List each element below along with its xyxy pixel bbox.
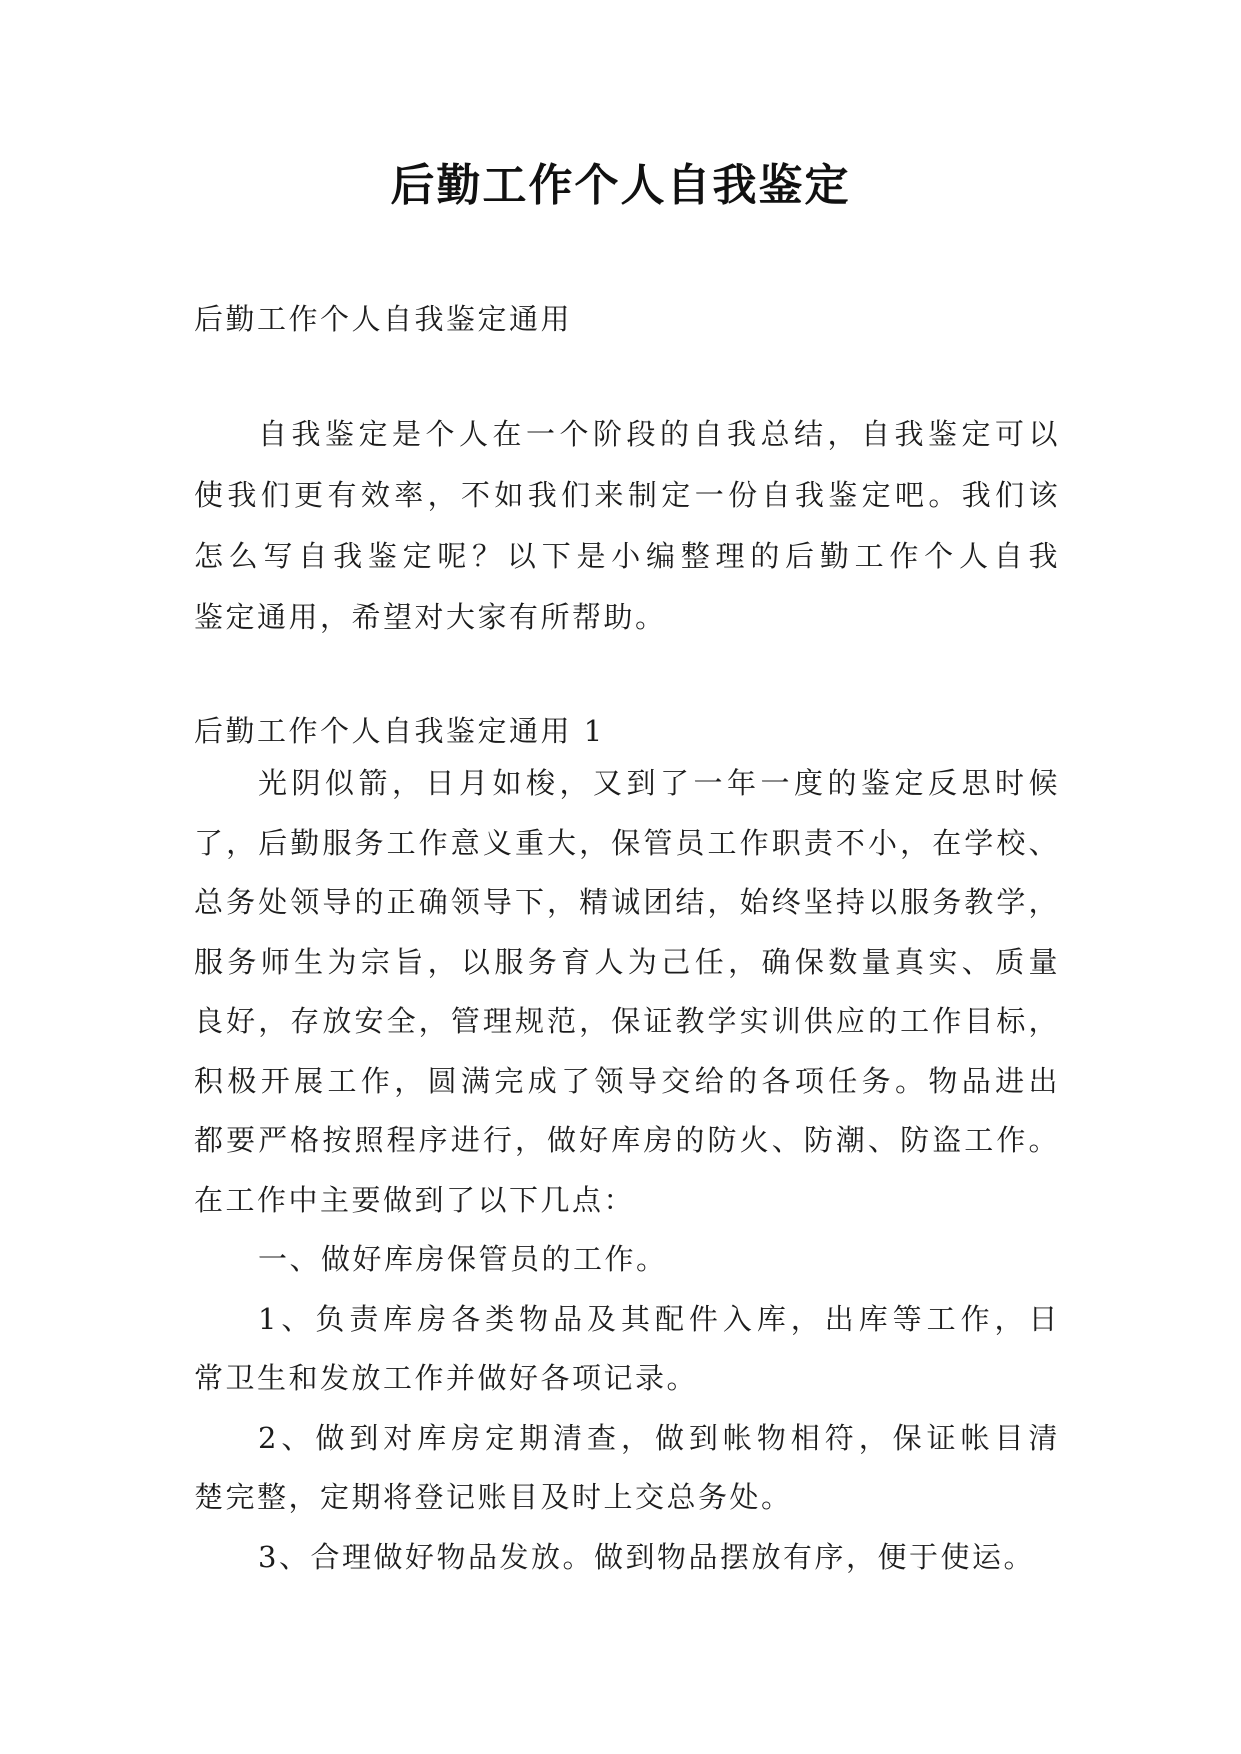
section-body bbox=[194, 754, 1060, 1587]
section-heading: 后勤工作个人自我鉴定通用 1 bbox=[194, 714, 605, 748]
paragraph-line: 2、做到对库房定期清查，做到帐物相符，保证帐目清 bbox=[258, 1420, 1060, 1455]
paragraph-line: 使我们更有效率，不如我们来制定一份自我鉴定吧。我们该 bbox=[194, 478, 1060, 512]
paragraph-line: 光阴似箭，日月如梭，又到了一年一度的鉴定反思时候 bbox=[258, 766, 1060, 800]
paragraph-line: 了，后勤服务工作意义重大，保管员工作职责不小，在学校、 bbox=[194, 825, 1060, 860]
paragraph-line: 在工作中主要做到了以下几点： bbox=[194, 1182, 636, 1217]
list-item bbox=[194, 1290, 1060, 1409]
paragraph-line: 自我鉴定是个人在一个阶段的自我总结，自我鉴定可以 bbox=[258, 417, 1060, 451]
paragraph-line: 鉴定通用，希望对大家有所帮助。 bbox=[194, 600, 667, 634]
intro-paragraph bbox=[194, 404, 1060, 648]
paragraph-line: 楚完整，定期将登记账目及时上交总务处。 bbox=[194, 1480, 793, 1514]
paragraph-line: 积极开展工作，圆满完成了领导交给的各项任务。物品进出 bbox=[194, 1063, 1060, 1098]
paragraph-line: 常卫生和发放工作并做好各项记录。 bbox=[194, 1361, 699, 1395]
list-item bbox=[194, 1409, 1060, 1528]
paragraph-line: 都要严格按照程序进行，做好库房的防火、防潮、防盗工作。 bbox=[194, 1123, 1060, 1157]
list-item bbox=[194, 1528, 1060, 1588]
paragraph-line: 3、合理做好物品发放。做到物品摆放有序，便于使运。 bbox=[258, 1539, 1035, 1574]
paragraph-line: 总务处领导的正确领导下，精诚团结，始终坚持以服务教学， bbox=[194, 885, 1060, 919]
document-body bbox=[194, 289, 1060, 1587]
paragraph-line: 良好，存放安全，管理规范，保证教学实训供应的工作目标， bbox=[194, 1004, 1060, 1038]
paragraph-line: 怎么写自我鉴定呢？以下是小编整理的后勤工作个人自我 bbox=[194, 539, 1060, 573]
body-paragraph bbox=[194, 754, 1060, 1230]
paragraph-line: 1、负责库房各类物品及其配件入库，出库等工作，日 bbox=[258, 1301, 1060, 1336]
paragraph-line: 一、做好库房保管员的工作。 bbox=[258, 1242, 668, 1276]
document-subtitle: 后勤工作个人自我鉴定通用 bbox=[194, 302, 573, 336]
list-item-heading bbox=[194, 1230, 1060, 1290]
document-title: 后勤工作个人自我鉴定 bbox=[390, 160, 851, 211]
paragraph-line: 服务师生为宗旨，以服务育人为己任，确保数量真实、质量 bbox=[194, 944, 1060, 979]
